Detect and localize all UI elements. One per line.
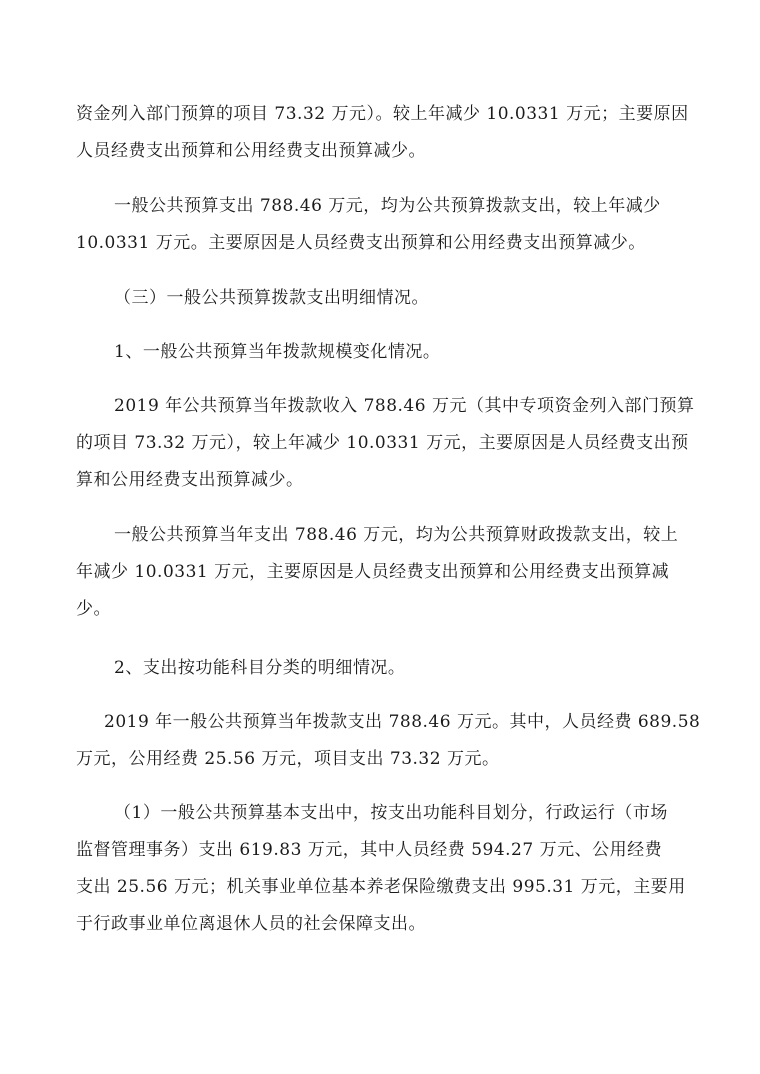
text-line: 少。 — [76, 599, 111, 619]
text-line: 2019 年一般公共预算当年拨款支出 788.46 万元。其中，人员经费 689.58 — [104, 712, 701, 732]
paragraph-continuation — [76, 96, 688, 170]
text-line: 的项目 73.32 万元），较上年减少 10.0331 万元，主要原因是人员经费支出预 — [76, 433, 689, 453]
text-line: 算和公用经费支出预算减少。 — [76, 470, 304, 490]
text-line: 1、一般公共预算当年拨款规模变化情况。 — [114, 342, 441, 362]
text-line: 年减少 10.0331 万元，主要原因是人员经费支出预算和公用经费支出预算减 — [76, 562, 670, 582]
text-line: 一般公共预算当年支出 788.46 万元，均为公共预算财政拨款支出，较上 — [114, 525, 679, 545]
subheading-1 — [76, 334, 688, 371]
text-line: 支出 25.56 万元；机关事业单位基本养老保险缴费支出 995.31 万元，主要用 — [76, 877, 686, 897]
text-line: 于行政事业单位离退休人员的社会保障支出。 — [76, 914, 426, 934]
text-line: （三）一般公共预算拨款支出明细情况。 — [114, 288, 429, 308]
subheading-2 — [76, 650, 688, 687]
text-line: 监督管理事务）支出 619.83 万元，其中人员经费 594.27 万元、公用经费 — [76, 840, 663, 860]
paragraph-2019-income — [76, 388, 695, 499]
text-line: 10.0331 万元。主要原因是人员经费支出预算和公用经费支出预算减少。 — [76, 233, 646, 253]
text-line: 人员经费支出预算和公用经费支出预算减少。 — [76, 141, 426, 161]
text-line: 2、支出按功能科目分类的明细情况。 — [114, 658, 406, 678]
paragraph-2019-breakdown — [76, 704, 701, 778]
text-line: 2019 年公共预算当年拨款收入 788.46 万元（其中专项资金列入部门预算 — [114, 396, 695, 416]
paragraph-basic-expenditure — [76, 795, 688, 943]
text-line: 万元，公用经费 25.56 万元，项目支出 73.32 万元。 — [76, 749, 500, 769]
text-line: 资金列入部门预算的项目 73.32 万元）。较上年减少 10.0331 万元；主要原因 — [76, 104, 689, 124]
text-line: 一般公共预算支出 788.46 万元，均为公共预算拨款支出，较上年减少 — [114, 196, 661, 216]
paragraph-general-budget-expenditure — [76, 188, 688, 262]
section-heading-3 — [76, 280, 688, 317]
text-line: （1）一般公共预算基本支出中，按支出功能科目划分，行政运行（市场 — [114, 803, 668, 823]
paragraph-current-year-expenditure — [76, 517, 688, 628]
